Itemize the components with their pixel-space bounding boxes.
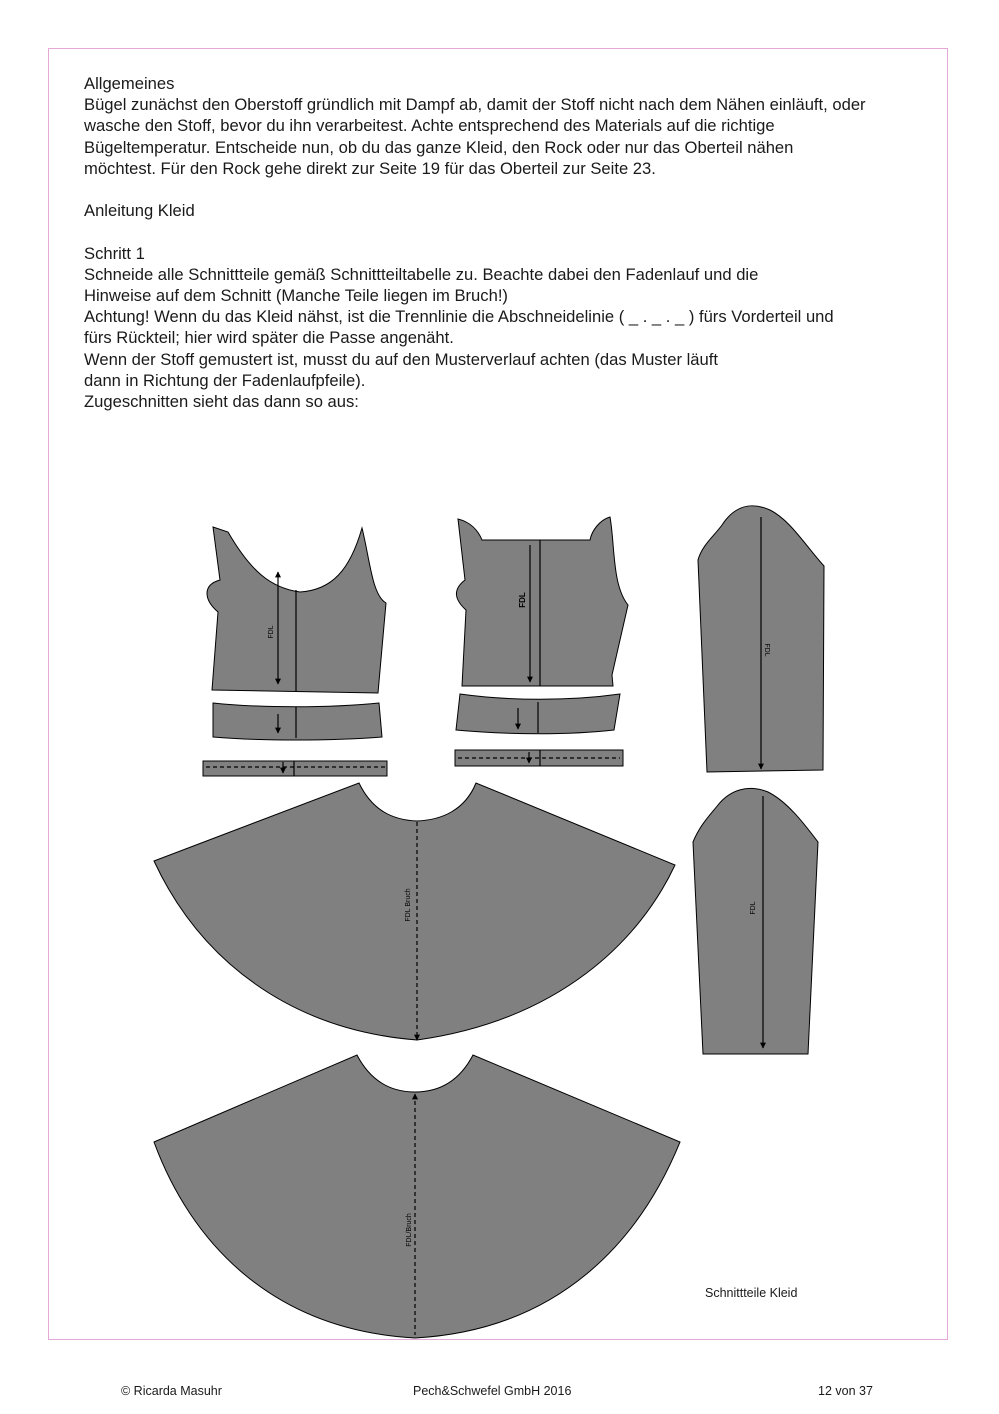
footer-page-number: 12 von 37: [818, 1384, 873, 1398]
para-1-line: Bügel zunächst den Oberstoff gründlich mit Dampf ab, damit der Stoff nicht nach dem Nähen einläuft, oder: [84, 95, 866, 115]
pattern-caption: Schnittteile Kleid: [705, 1286, 798, 1300]
skirt-2-grain-label: FDL/Bruch: [406, 1213, 413, 1247]
front-bodice-grain-label: FDL: [268, 625, 275, 639]
para-1-line: möchtest. Für den Rock gehe direkt zur Seite 19 für das Oberteil zur Seite 23.: [84, 158, 656, 178]
footer-publisher: Pech&Schwefel GmbH 2016: [413, 1384, 572, 1398]
sleeve-1-grain-label: FDL: [763, 643, 770, 657]
para-2-line: Zugeschnitten sieht das dann so aus:: [84, 392, 359, 412]
skirt-1-grain-label: FDL Bruch: [405, 888, 412, 922]
para-2-line: Schneide alle Schnittteile gemäß Schnittteiltabelle zu. Beachte dabei den Fadenlauf und die: [84, 264, 759, 284]
para-2-line: Hinweise auf dem Schnitt (Manche Teile liegen im Bruch!): [84, 286, 508, 305]
para-1-line: Bügeltemperatur. Entscheide nun, ob du das ganze Kleid, den Rock oder nur das Oberteil nähen: [84, 137, 794, 157]
front-waistband-piece: [213, 703, 382, 740]
para-2-line: Achtung! Wenn du das Kleid nähst, ist die Trennlinie die Abschneidelinie ( _ . _ . _ ) fürs Vorderteil und: [84, 307, 834, 327]
back-bodice-grain-label: FDL: [518, 592, 527, 608]
sleeve-2-grain-label: FDL: [750, 901, 757, 915]
footer-author: © Ricarda Masuhr: [121, 1384, 222, 1398]
heading-schritt-line: Schritt 1: [84, 243, 145, 263]
skirt-piece-1: [154, 783, 675, 1040]
back-bodice-piece: [456, 517, 628, 686]
sleeve-piece-2: [693, 788, 818, 1054]
front-strip-piece: [203, 761, 387, 776]
para-2-line: dann in Richtung der Fadenlaufpfeile).: [84, 370, 366, 390]
heading-allgemeines-line: Allgemeines: [84, 74, 175, 93]
heading-anleitung-line: Anleitung Kleid: [84, 201, 195, 221]
para-2-line: fürs Rückteil; hier wird später die Passe angenäht.: [84, 328, 454, 348]
para-2-line: Wenn der Stoff gemustert ist, musst du auf den Musterverlauf achten (das Muster läuft: [84, 349, 718, 369]
para-1-line: wasche den Stoff, bevor du ihn verarbeitest. Achte entsprechend des Materials auf die richtige: [84, 116, 775, 136]
skirt-piece-2: [154, 1055, 680, 1338]
